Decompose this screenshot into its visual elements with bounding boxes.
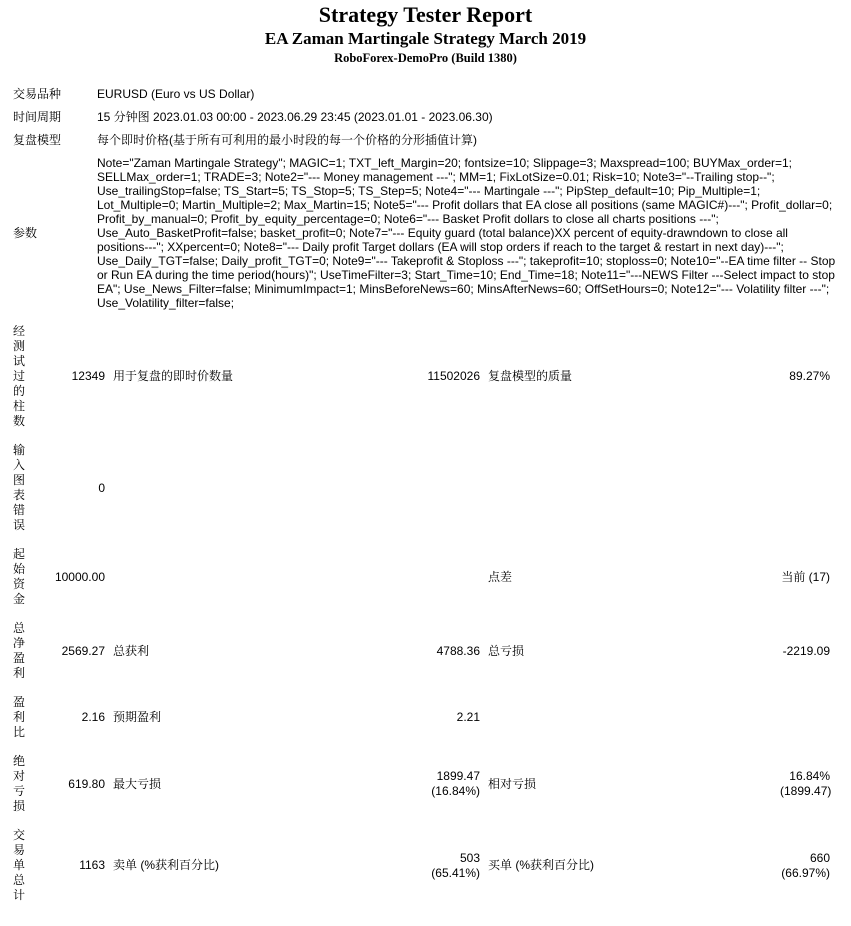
stat-label-gross-loss: 总亏损 (488, 643, 525, 658)
stat-label-initial-deposit: 起始资金 (13, 547, 26, 606)
stat-label-modelling-quality: 复盘模型的质量 (488, 369, 573, 383)
stat-label-profit-factor: 盈利比 (13, 695, 26, 739)
stat-value-spread: 当前 (17) (781, 569, 830, 584)
stat-label-relative-drawdown: 相对亏损 (488, 776, 537, 791)
info-label-symbol: 交易品种 (13, 87, 62, 101)
stat-value-maximal-drawdown: 1899.47 (16.84%) (431, 769, 480, 798)
stats-row-initial-deposit (0, 543, 851, 611)
stats-row-net-profit (0, 617, 851, 685)
stat-value-total-trades: 1163 (79, 858, 105, 872)
stat-label-gross-profit: 总获利 (113, 643, 150, 658)
info-value-symbol: EURUSD (Euro vs US Dollar) (97, 87, 255, 101)
stat-value-bars-in-test: 12349 (71, 369, 105, 383)
report-header (0, 0, 851, 66)
stat-label-mismatched-errors: 输入图表错误 (13, 443, 26, 532)
stat-value-relative-drawdown: 16.84% (1899.47) (780, 769, 832, 798)
report-title: Strategy Tester Report (318, 2, 533, 27)
info-row-period (0, 106, 851, 129)
stat-label-expected-payoff: 预期盈利 (113, 710, 162, 724)
report-strategy-name: EA Zaman Martingale Strategy March 2019 (264, 29, 587, 48)
stat-value-modelling-quality: 89.27% (789, 369, 830, 383)
stats-row-total-trades (0, 824, 851, 907)
stat-label-short-positions: 卖单 (%获利百分比) (113, 858, 219, 872)
stat-value-absolute-drawdown: 619.80 (68, 776, 105, 791)
stats-row-drawdown (0, 750, 851, 818)
info-row-parameters (0, 152, 851, 314)
stat-label-long-positions: 买单 (%获利百分比) (488, 858, 594, 872)
info-label-period: 时间周期 (13, 110, 62, 124)
report-info-table (0, 83, 851, 314)
info-row-model (0, 129, 851, 152)
stat-value-ticks-modelled: 11502026 (427, 369, 480, 383)
parameters-text: Note="Zaman Martingale Strategy"; MAGIC=1; TXT_left_Margin=20; fontsize=10; Slippage=3; Maxspread=100; BUYMax_order=1; SELLMax_order=1; TRADE=3; Note2="--- Money management ---"; MM=1; FixLotSize=0.01; Risk=10; Note3="--Trailing stop--"; Use_trailingStop=false; TS_Start=5; TS_Stop=5; TS_Step=5; Note4="--- Martingale ---"; PipStep_default=10; Pip_Multiple=1; Lot_Multiple=0; Martin_Multiple=2; Max_Martin=15; Note5="--- Profit dollars that EA close all positions (same MAGIC#)---"; Profit_dollar=0; Profit_by_manual=0; Profit_by_equity_percentage=0; Note6="--- Basket Profit dollars to close all charts positions ---"; Use_Auto_BasketProfit=false; basket_profit=0; Note7="--- Equity guard (total balance)XX percent of equity-drawndown to close all positions---"; XXpercent=0; Note8="--- Daily profit Target dollars (EA will stop orders if reach to the target & restart in next day)---"; Use_Daily_TGT=false; Daily_profit_TGT=0; Note9="--- Takeprofit & Stoploss ---"; takeprofit=10; stoploss=0; Note10="--EA time filter -- Stop or Run EA during the time period(hours)"; UseTimeFilter=3; Start_Time=10; End_Time=18; Note11="---NEWS Filter ---Select impact to stop EA"; Use_News_Filter=false; MinimumImpact=1; MinsBeforeNews=60; MinsAfterNews=60; OffSetHours=0; Note12="--- Volatility filter ---"; Use_Volatility_filter=false; (97, 156, 836, 310)
stat-label-total-trades: 交易单总计 (13, 828, 26, 902)
stat-label-maximal-drawdown: 最大亏损 (113, 776, 162, 791)
info-value-model: 每个即时价格(基于所有可利用的最小时段的每一个价格的分形插值计算) (97, 133, 477, 147)
stat-value-short-positions: 503 (65.41%) (431, 850, 480, 880)
stat-value-long-positions: 660 (66.97%) (781, 850, 830, 880)
info-label-parameters: 参数 (13, 225, 38, 240)
stat-label-absolute-drawdown: 绝对亏损 (13, 754, 26, 813)
stat-value-profit-factor: 2.16 (81, 710, 105, 724)
stat-value-gross-profit: 4788.36 (436, 643, 480, 658)
stat-label-ticks-modelled: 用于复盘的即时价数量 (113, 369, 234, 383)
info-label-model: 复盘模型 (13, 133, 62, 147)
info-row-symbol (0, 83, 851, 106)
stat-value-mismatched-errors: 0 (98, 480, 105, 495)
stats-row-bars-in-test (0, 320, 851, 433)
report-server-build: RoboForex-DemoPro (Build 1380) (334, 51, 517, 65)
stat-label-spread: 点差 (488, 569, 513, 584)
stats-row-profit-factor (0, 691, 851, 744)
stats-table (0, 314, 851, 913)
stat-label-net-profit: 总净盈利 (13, 621, 26, 680)
stat-value-initial-deposit: 10000.00 (54, 569, 105, 584)
stat-value-net-profit: 2569.27 (61, 643, 105, 658)
stat-label-bars-in-test: 经测试过的柱数 (13, 324, 26, 428)
stat-value-gross-loss: -2219.09 (782, 643, 830, 658)
stats-row-mismatched-errors (0, 439, 851, 537)
stat-value-expected-payoff: 2.21 (456, 710, 480, 724)
info-value-period: 15 分钟图 2023.01.03 00:00 - 2023.06.29 23:45 (2023.01.01 - 2023.06.30) (97, 110, 493, 124)
